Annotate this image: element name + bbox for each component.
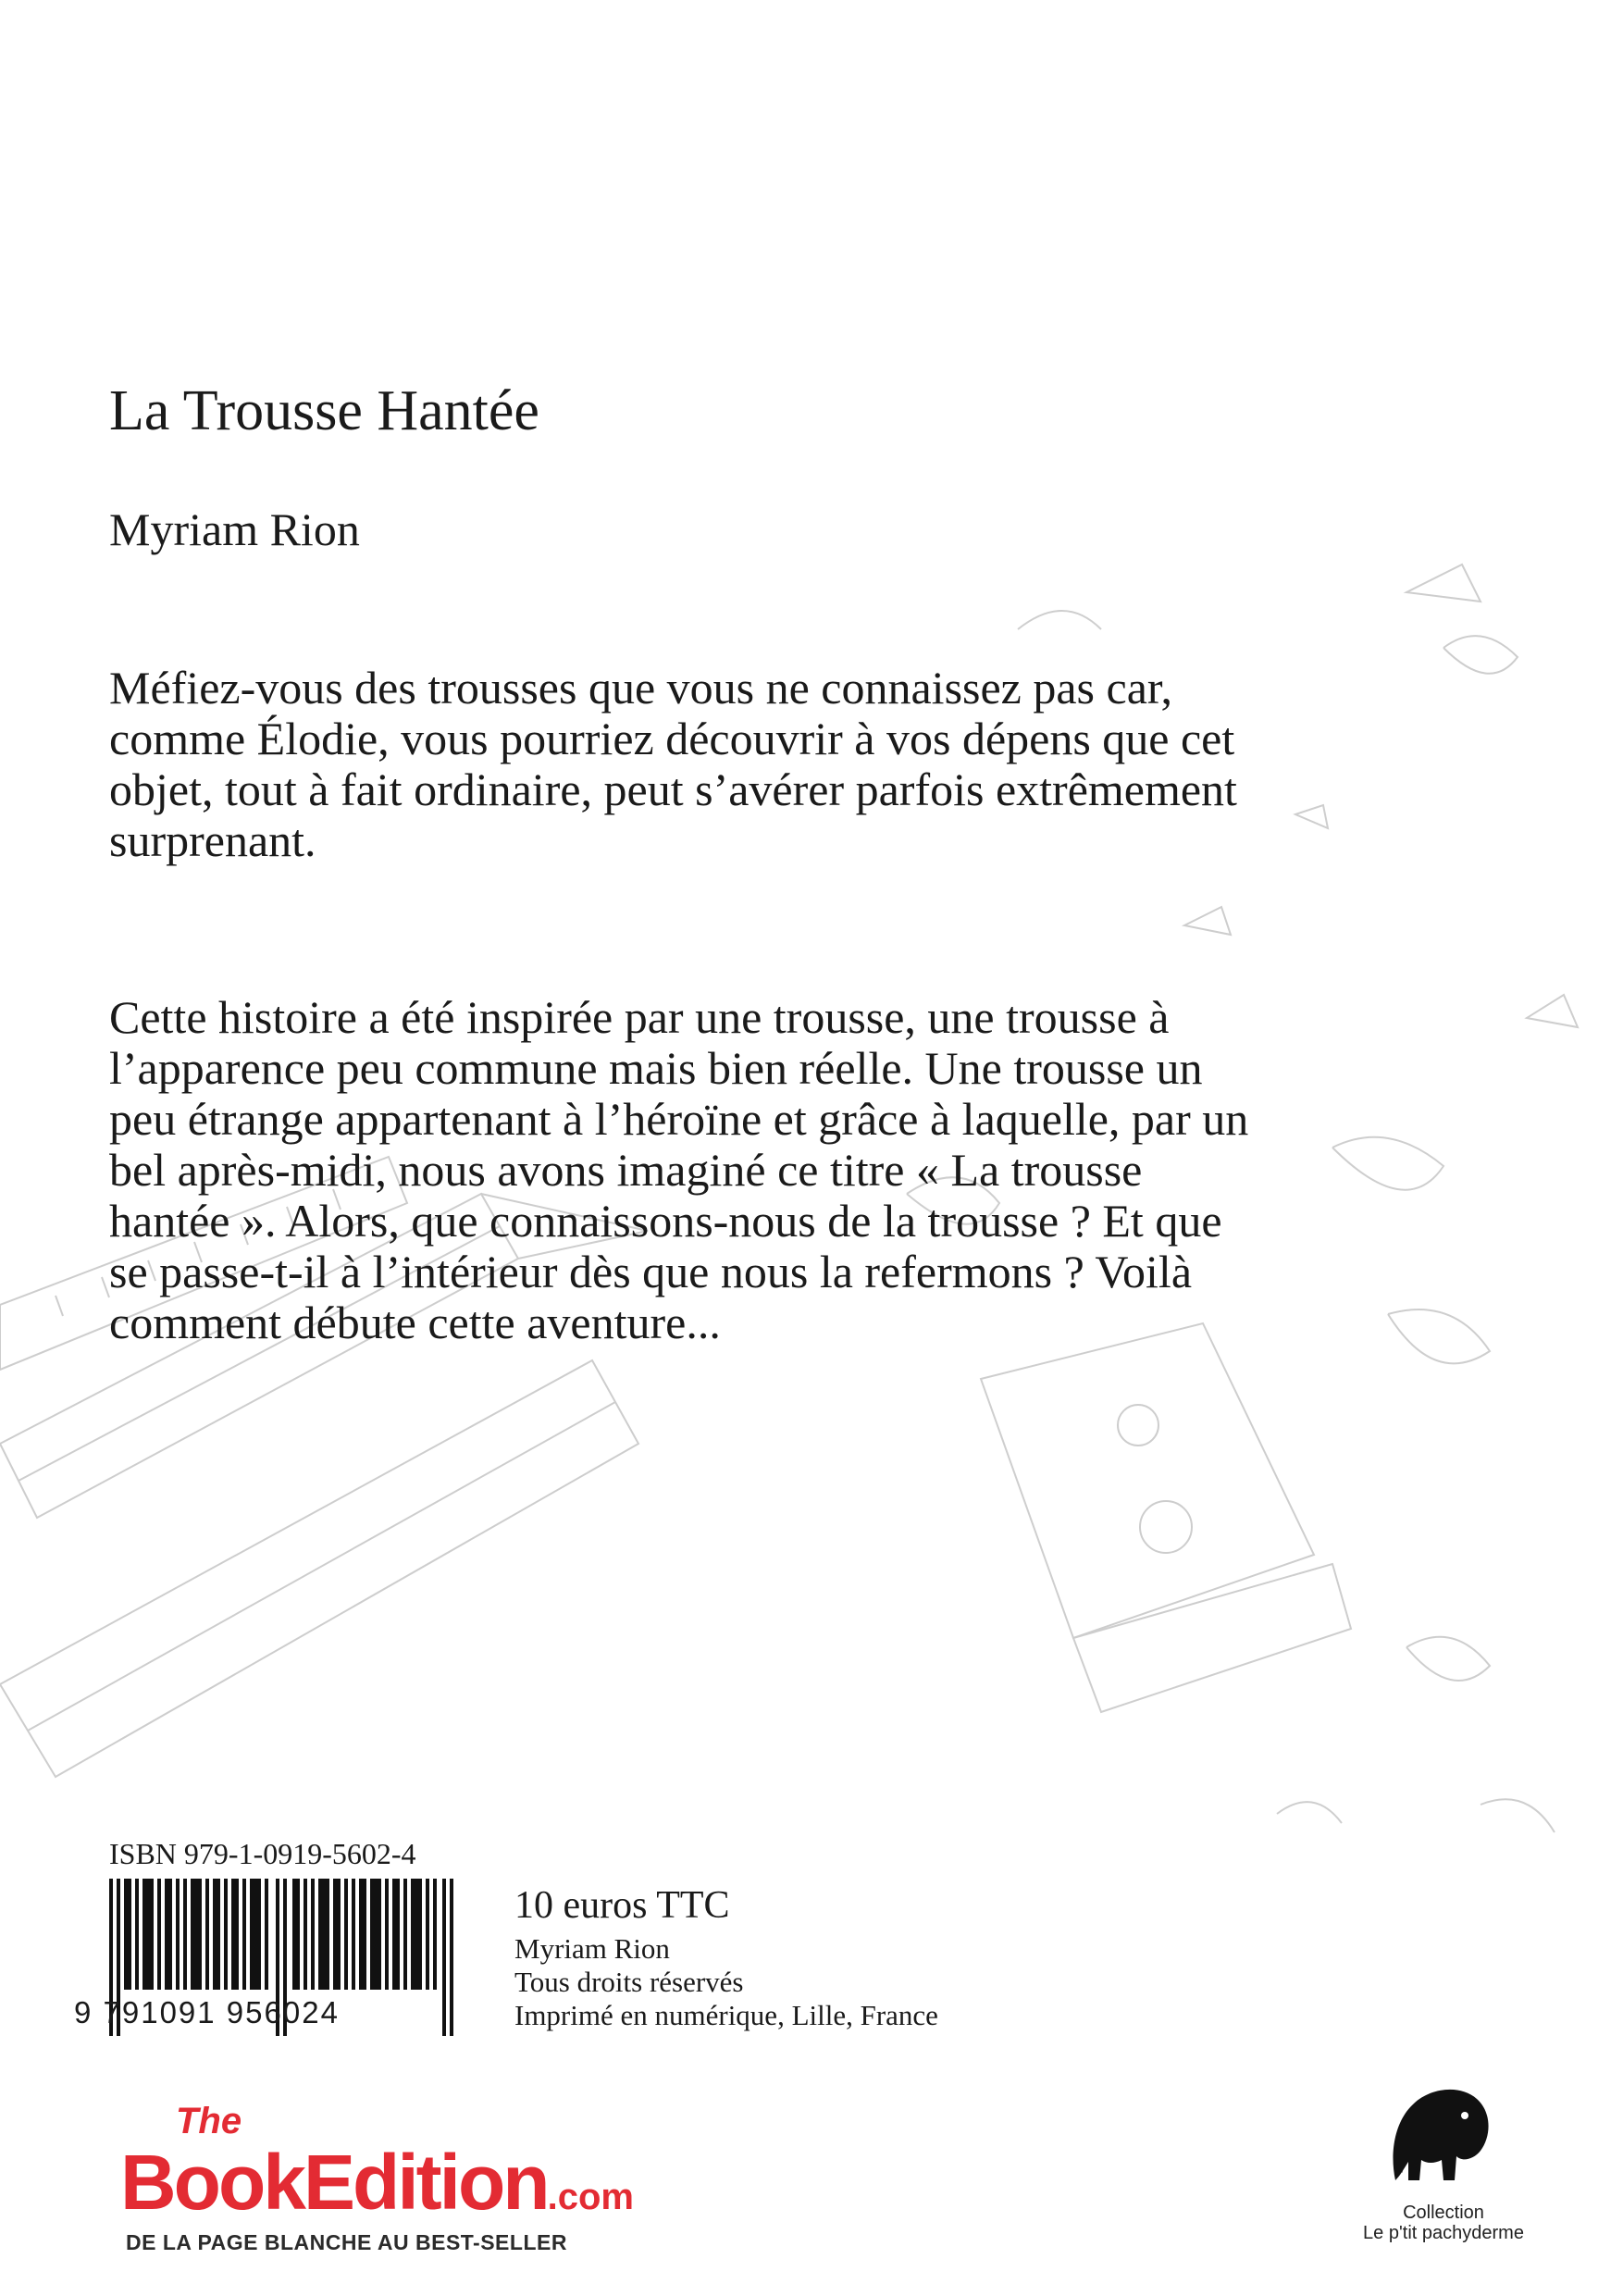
barcode-digits: 9 791091 956024 bbox=[74, 1995, 340, 2029]
collection-name: Le p'tit pachyderme bbox=[1363, 2223, 1524, 2243]
collection-label: Collection bbox=[1403, 2203, 1484, 2223]
imprint-printed: Imprimé en numérique, Lille, France bbox=[514, 1999, 938, 2031]
book-author: Myriam Rion bbox=[109, 503, 360, 555]
price: 10 euros TTC bbox=[514, 1884, 730, 1927]
blurb-paragraph-1: Méfiez-vous des trousses que vous ne connaissez pas car, comme Élodie, vous pourriez découvrir à vos dépens que cet objet, tout à fait ordinaire, peut s’avérer parfois extrêmement surprenant. bbox=[109, 662, 1237, 866]
logo-the: The bbox=[176, 2101, 242, 2141]
imprint-rights: Tous droits réservés bbox=[514, 1966, 744, 1998]
publisher-tagline: DE LA PAGE BLANCHE AU BEST-SELLER bbox=[126, 2230, 567, 2254]
logo-main-text: BookEdition bbox=[120, 2139, 548, 2226]
logo-suffix: .com bbox=[547, 2177, 634, 2217]
logo-wordmark bbox=[120, 2138, 634, 2228]
imprint-author: Myriam Rion bbox=[514, 1932, 670, 1965]
blurb-paragraph-2: Cette histoire a été inspirée par une trousse, une trousse à l’apparence peu commune mais bien réelle. Une trousse un peu étrange appartenant à l’héroïne et grâce à laquelle, par un bel après-midi, nous avons imaginé ce titre « La trousse hantée ». Alors, que connaissons-nous de la trousse ? Et que se passe-t-il à l’intérieur dès que nous la refermons ? Voilà comment débute cette aventure... bbox=[109, 991, 1249, 1348]
isbn-label: ISBN 979-1-0919-5602-4 bbox=[109, 1837, 416, 1870]
elephant-icon bbox=[1377, 2071, 1497, 2191]
book-title: La Trousse Hantée bbox=[109, 379, 539, 442]
